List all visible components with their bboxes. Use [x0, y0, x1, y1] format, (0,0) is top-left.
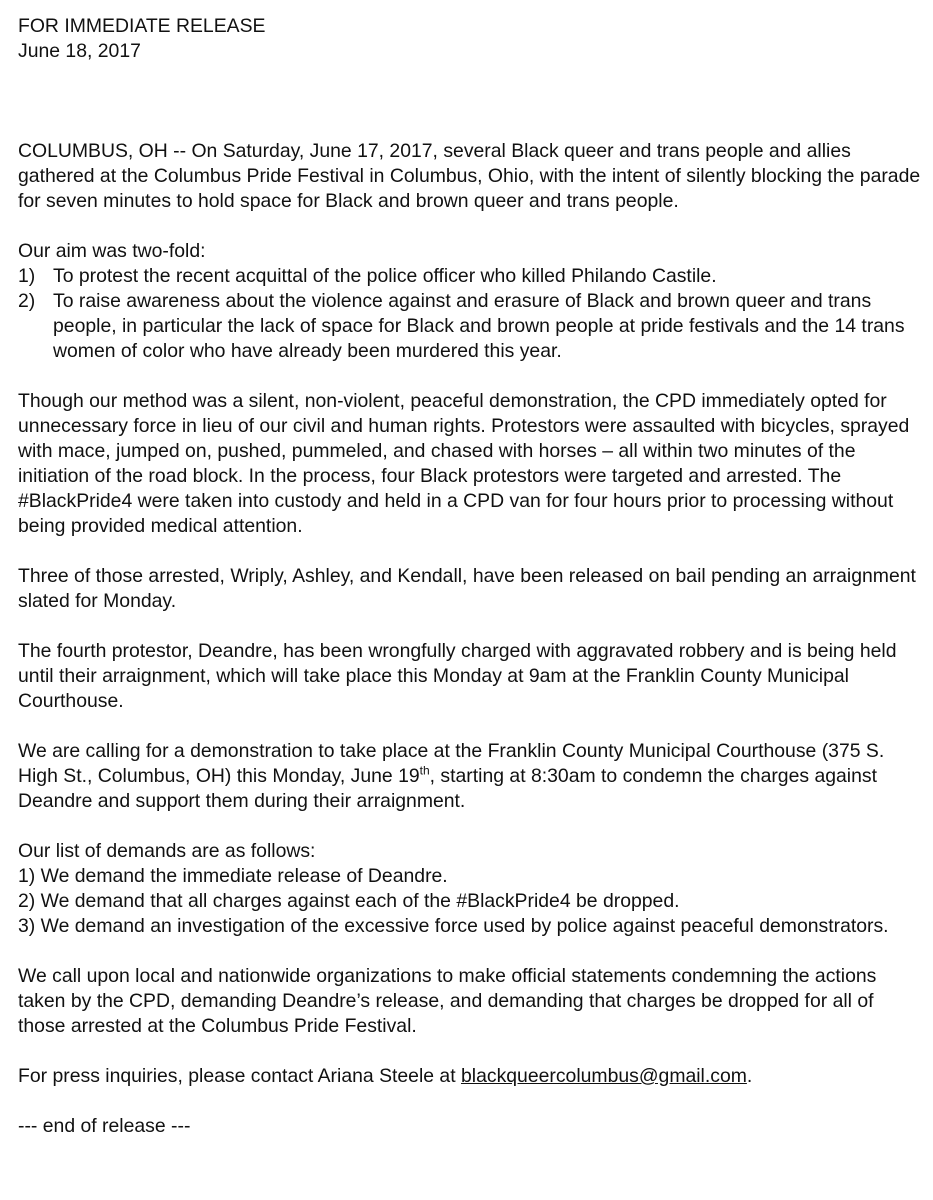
released-paragraph: Three of those arrested, Wriply, Ashley, and Kendall, have been released on bail pending an arraignment slated for Monday.: [18, 565, 916, 612]
aims-list: [18, 264, 923, 364]
press-email-link[interactable]: blackqueercolumbus@gmail.com: [461, 1065, 747, 1087]
press-release-document: [18, 14, 923, 1139]
demands-list: [18, 864, 923, 939]
call-text-before: We are calling for a demonstration to take place at the Franklin County Municipal Courthouse (375 S. High St., Columbus, OH) this Monday, June 19: [18, 740, 885, 787]
end-of-release: --- end of release ---: [18, 1115, 191, 1137]
aim-text: To protest the recent acquittal of the police officer who killed Philando Castile.: [53, 265, 717, 287]
aim-number: 1): [18, 265, 36, 287]
call-text-after: , starting at 8:30am to condemn the charges against Deandre and support them during their arraignment.: [18, 765, 877, 812]
intro-paragraph: COLUMBUS, OH -- On Saturday, June 17, 2017, several Black queer and trans people and allies gathered at the Columbus Pride Festival in Columbus, Ohio, with the intent of silently blocking the parade for seven minutes to hold space for Black and brown queer and trans people.: [18, 140, 921, 212]
organizations-paragraph: We call upon local and nationwide organizations to make official statements condemning the actions taken by the CPD, demanding Deandre’s release, and demanding that charges be dropped for all of those arrested at the Columbus Pride Festival.: [18, 965, 877, 1037]
release-label: FOR IMMEDIATE RELEASE: [18, 15, 266, 37]
ordinal-suffix: th: [419, 763, 430, 778]
force-paragraph: Though our method was a silent, non-violent, peaceful demonstration, the CPD immediately opted for unnecessary force in lieu of our civil and human rights. Protestors were assaulted with bicycles, sprayed with mace, jumped on, pushed, pummeled, and chased with horses – all within two minutes of the initiation of the road block. In the process, four Black protestors were targeted and arrested. The #BlackPride4 were taken into custody and held in a CPD van for four hours prior to processing without being provided medical attention.: [18, 390, 910, 537]
fourth-protestor-paragraph: The fourth protestor, Deandre, has been wrongfully charged with aggravated robbery and is being held until their arraignment, which will take place this Monday at 9am at the Franklin County Municipal Courthouse.: [18, 640, 897, 712]
press-suffix: .: [746, 1065, 753, 1087]
release-date: June 18, 2017: [18, 40, 141, 62]
aim-text: To raise awareness about the violence against and erasure of Black and brown queer and trans people, in particular the lack of space for Black and brown people at pride festivals and the 14 trans women of color who have already been murdered this year.: [53, 290, 905, 362]
aim-number: 2): [18, 290, 36, 312]
aim-item: [18, 264, 923, 289]
demand-item: 1) We demand the immediate release of Deandre.: [18, 865, 448, 887]
demands-lead: Our list of demands are as follows:: [18, 840, 316, 862]
demonstration-call-paragraph: [18, 739, 923, 814]
demand-item: 3) We demand an investigation of the excessive force used by police against peaceful demonstrators.: [18, 915, 889, 937]
press-paragraph: [18, 1064, 923, 1089]
aim-item: [18, 289, 923, 364]
press-text: For press inquiries, please contact Ariana Steele at: [18, 1065, 461, 1087]
aims-lead: Our aim was two-fold:: [18, 240, 206, 262]
demand-item: 2) We demand that all charges against each of the #BlackPride4 be dropped.: [18, 890, 680, 912]
